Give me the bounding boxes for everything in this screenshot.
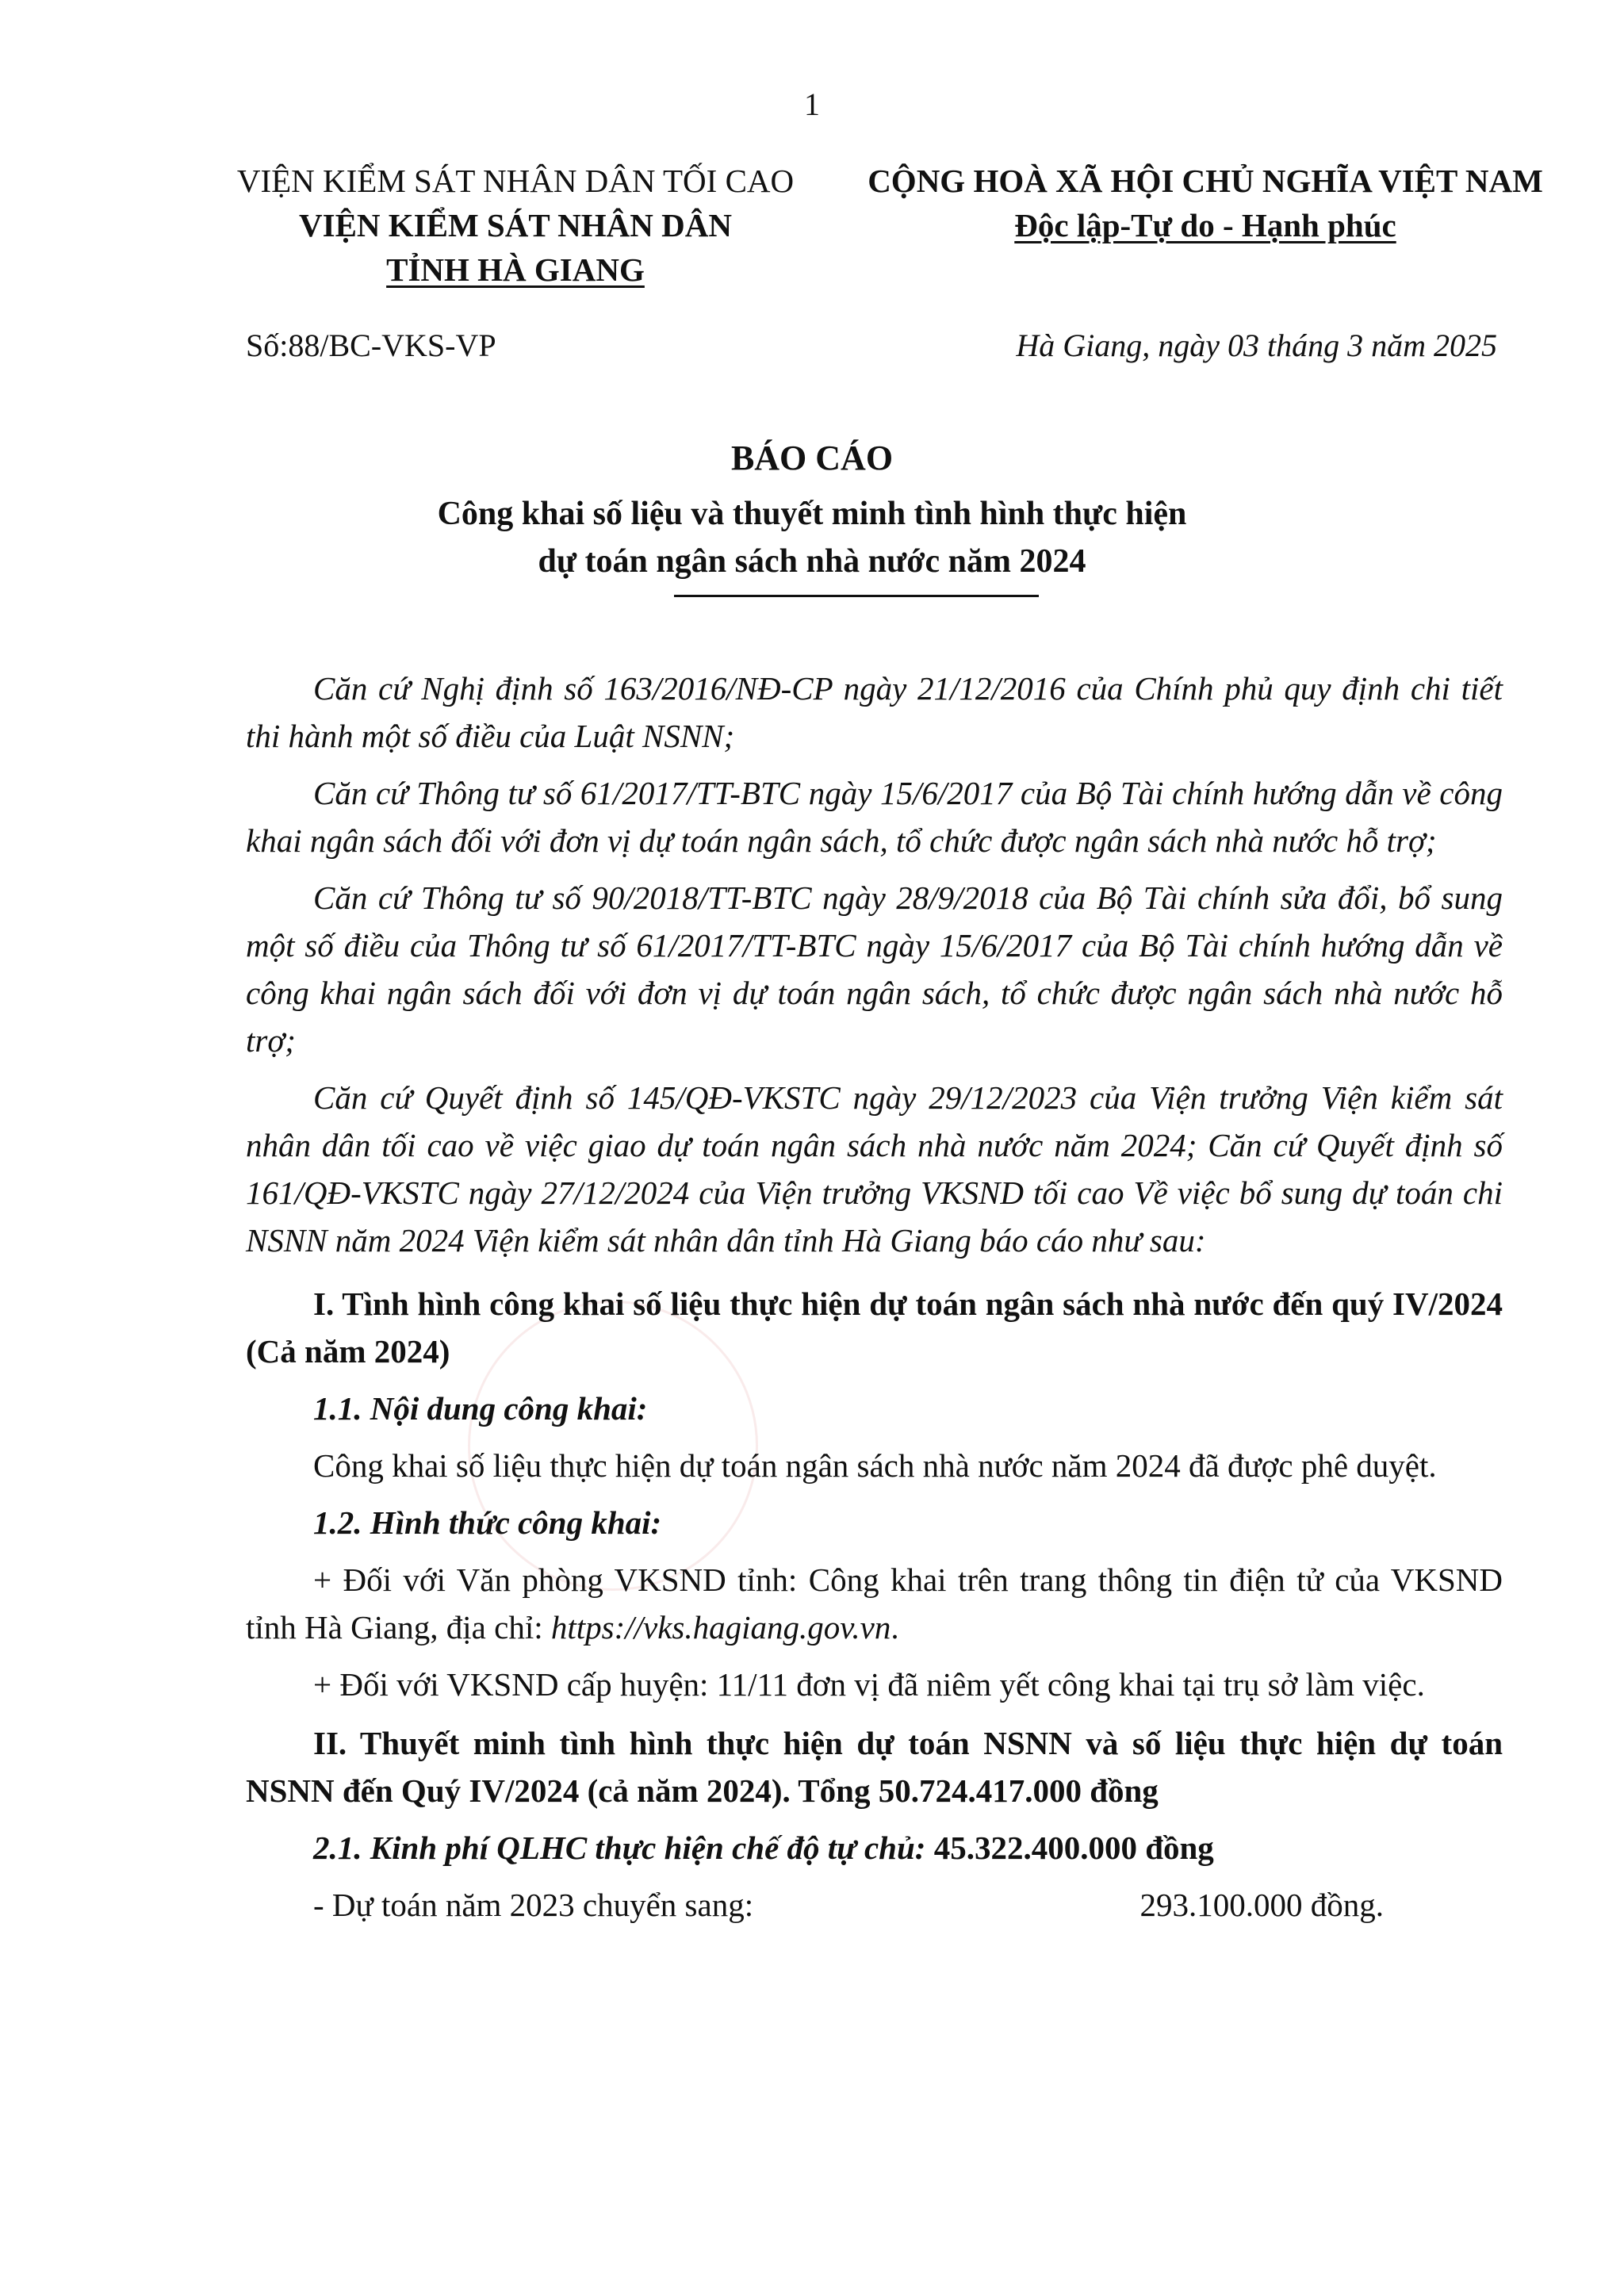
header-left [214, 159, 817, 292]
national-title: CỘNG HOÀ XÃ HỘI CHỦ NGHĨA VIỆT NAM [868, 163, 1543, 199]
section1-1-text: Công khai số liệu thực hiện dự toán ngân sách nhà nước năm 2024 đã được phê duyệt. [313, 1447, 1437, 1484]
preamble-paragraph: Căn cứ Thông tư số 90/2018/TT-BTC ngày 28/9/2018 của Bộ Tài chính sửa đổi, bổ sung một số điều của Thông tư số 61/2017/TT-BTC ngày 15/6/2017 của Bộ Tài chính hướng dẫn về công khai ngân sách đối với đơn vị dự toán ngân sách, tổ chức được ngân sách nhà nước hỗ trợ; [246, 879, 1503, 1059]
section2-1-heading: 2.1. Kinh phí QLHC thực hiện chế độ tự chủ: [313, 1829, 934, 1866]
website-url: https://vks.hagiang.gov.vn [550, 1609, 891, 1646]
section1-2-item [246, 1556, 1503, 1651]
section1-2-item1-end: . [891, 1609, 899, 1646]
section2-1-amount: 45.322.400.000 đồng [933, 1829, 1214, 1866]
preamble [246, 665, 1503, 1938]
document-number: Số:88/BC-VKS-VP [246, 328, 496, 363]
agency-parent: VIỆN KIỂM SÁT NHÂN DÂN TỐI CAO [236, 163, 795, 199]
section2-1-line [246, 1824, 1503, 1872]
document-title: BÁO CÁO [730, 439, 894, 477]
preamble-paragraph: Căn cứ Thông tư số 61/2017/TT-BTC ngày 15/6/2017 của Bộ Tài chính hướng dẫn về công khai ngân sách đối với đơn vị dự toán ngân sách, tổ chức được ngân sách nhà nước hỗ trợ; [246, 775, 1503, 859]
header-right [848, 159, 1562, 247]
section1-heading: I. Tình hình công khai số liệu thực hiện dự toán ngân sách nhà nước đến quý IV/2024 (Cả năm 2024) [246, 1285, 1503, 1370]
document-date: Hà Giang, ngày 03 tháng 3 năm 2025 [1016, 328, 1497, 363]
section2-heading: II. Thuyết minh tình hình thực hiện dự toán NSNN và số liệu thực hiện dự toán NSNN đến Quý IV/2024 (cả năm 2024). Tổng 50.724.417.000 đồng [246, 1725, 1503, 1809]
agency-name: VIỆN KIỂM SÁT NHÂN DÂN [299, 207, 732, 243]
preamble-paragraph: Căn cứ Nghị định số 163/2016/NĐ-CP ngày 21/12/2016 của Chính phủ quy định chi tiết thi hành một số điều của Luật NSNN; [246, 670, 1503, 754]
title-divider [674, 595, 1039, 597]
agency-province: TỈNH HÀ GIANG [386, 251, 645, 288]
page-number: 1 [804, 86, 820, 122]
section1-1-heading: 1.1. Nội dung công khai: [313, 1390, 648, 1427]
preamble-paragraph: Căn cứ Quyết định số 145/QĐ-VKSTC ngày 29/12/2023 của Viện trưởng Viện kiểm sát nhân dân tối cao về việc giao dự toán ngân sách nhà nước năm 2024; Căn cứ Quyết định số 161/QĐ-VKSTC ngày 27/12/2024 của Viện trưởng VKSND tối cao Về việc bổ sung dự toán chi NSNN năm 2024 Viện kiểm sát nhân dân tỉnh Hà Giang báo cáo như sau: [246, 1079, 1503, 1259]
document-subtitle-line2: dự toán ngân sách nhà nước năm 2024 [538, 543, 1086, 580]
national-motto: Độc lập-Tự do - Hạnh phúc [1014, 207, 1396, 243]
section1-2-item1-text: + Đối với Văn phòng VKSND tỉnh: Công khai trên trang thông tin điện tử của VKSND tỉnh Hà Giang, địa chỉ: [246, 1561, 1503, 1646]
section1-2-heading: 1.2. Hình thức công khai: [313, 1504, 662, 1541]
section2-item1-amount: 293.100.000 đồng. [1139, 1887, 1384, 1923]
document-subtitle-line1: Công khai số liệu và thuyết minh tình hình thực hiện [437, 496, 1187, 532]
section2-item1 [246, 1881, 1503, 1929]
section1-2-item2-text: + Đối với VKSND cấp huyện: 11/11 đơn vị đã niêm yết công khai tại trụ sở làm việc. [313, 1666, 1425, 1703]
section2-item1-label: - Dự toán năm 2023 chuyển sang: [313, 1887, 754, 1923]
